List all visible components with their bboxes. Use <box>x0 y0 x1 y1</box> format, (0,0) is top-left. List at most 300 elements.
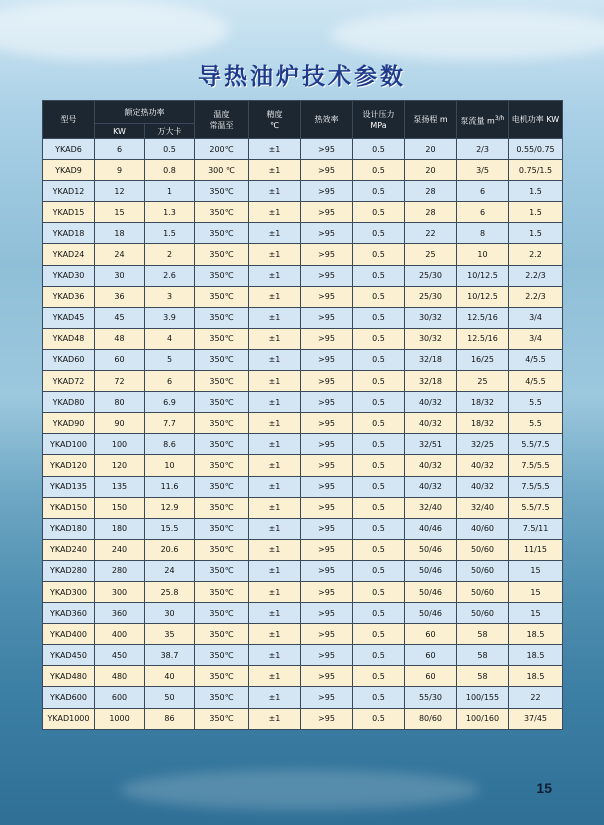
cell-pump-head: 32/18 <box>405 349 457 370</box>
cell-temperature: 300 ℃ <box>195 160 249 181</box>
cell-pump-flow: 8 <box>457 223 509 244</box>
cell-kcal: 0.8 <box>145 160 195 181</box>
cell-model: YKAD360 <box>43 603 95 624</box>
cell-temperature: 350℃ <box>195 666 249 687</box>
cell-temperature: 350℃ <box>195 307 249 328</box>
cell-model: YKAD48 <box>43 328 95 349</box>
cell-motor-power: 7.5/5.5 <box>509 455 563 476</box>
table-row <box>43 392 563 413</box>
cell-pump-head: 25/30 <box>405 286 457 307</box>
cell-pump-head: 20 <box>405 139 457 160</box>
table-row <box>43 328 563 349</box>
spec-table <box>42 100 563 730</box>
cell-pump-flow: 6 <box>457 181 509 202</box>
cell-pump-head: 80/60 <box>405 708 457 729</box>
cell-precision: ±1 <box>249 581 301 602</box>
cell-kw: 18 <box>95 223 145 244</box>
cell-pump-head: 40/32 <box>405 413 457 434</box>
cell-kw: 100 <box>95 434 145 455</box>
cell-motor-power: 3/4 <box>509 328 563 349</box>
cell-pressure: 0.5 <box>353 202 405 223</box>
cell-precision: ±1 <box>249 181 301 202</box>
cell-temperature: 350℃ <box>195 328 249 349</box>
cell-kw: 45 <box>95 307 145 328</box>
cell-efficiency: >95 <box>301 434 353 455</box>
header-pump-head: 泵扬程 m <box>405 101 457 139</box>
cell-efficiency: >95 <box>301 328 353 349</box>
cell-kcal: 8.6 <box>145 434 195 455</box>
cell-motor-power: 18.5 <box>509 645 563 666</box>
cell-model: YKAD120 <box>43 455 95 476</box>
cell-pump-head: 40/46 <box>405 518 457 539</box>
cell-precision: ±1 <box>249 624 301 645</box>
table-row <box>43 624 563 645</box>
cell-kcal: 50 <box>145 687 195 708</box>
cell-kw: 135 <box>95 476 145 497</box>
table-row <box>43 413 563 434</box>
cell-temperature: 350℃ <box>195 581 249 602</box>
cell-efficiency: >95 <box>301 455 353 476</box>
cell-pump-head: 40/32 <box>405 476 457 497</box>
header-pump-flow <box>457 101 509 139</box>
cell-precision: ±1 <box>249 265 301 286</box>
page-title: 导热油炉技术参数 <box>198 63 406 90</box>
cell-efficiency: >95 <box>301 413 353 434</box>
cell-kcal: 1.3 <box>145 202 195 223</box>
cell-pump-flow: 16/25 <box>457 349 509 370</box>
table-row <box>43 244 563 265</box>
cell-pump-head: 50/46 <box>405 581 457 602</box>
cell-pressure: 0.5 <box>353 624 405 645</box>
cell-temperature: 350℃ <box>195 497 249 518</box>
cell-precision: ±1 <box>249 476 301 497</box>
cell-precision: ±1 <box>249 349 301 370</box>
cell-model: YKAD45 <box>43 307 95 328</box>
table-row <box>43 202 563 223</box>
header-temperature-line1: 温度 <box>213 109 230 119</box>
cell-efficiency: >95 <box>301 286 353 307</box>
cell-motor-power: 22 <box>509 687 563 708</box>
cell-kcal: 4 <box>145 328 195 349</box>
cell-precision: ±1 <box>249 603 301 624</box>
cell-model: YKAD1000 <box>43 708 95 729</box>
table-header-row <box>43 101 563 124</box>
cell-temperature: 350℃ <box>195 539 249 560</box>
header-temperature-line2: 常温至 <box>209 120 234 130</box>
cell-kw: 72 <box>95 371 145 392</box>
cell-model: YKAD100 <box>43 434 95 455</box>
cell-pump-flow: 50/60 <box>457 560 509 581</box>
cell-kw: 150 <box>95 497 145 518</box>
cell-pressure: 0.5 <box>353 434 405 455</box>
cell-kw: 180 <box>95 518 145 539</box>
cell-kcal: 25.8 <box>145 581 195 602</box>
cell-pressure: 0.5 <box>353 139 405 160</box>
cell-kcal: 11.6 <box>145 476 195 497</box>
table-row <box>43 497 563 518</box>
cell-pump-flow: 2/3 <box>457 139 509 160</box>
cell-pump-flow: 12.5/16 <box>457 307 509 328</box>
cell-kw: 1000 <box>95 708 145 729</box>
cell-precision: ±1 <box>249 539 301 560</box>
cell-efficiency: >95 <box>301 666 353 687</box>
table-body <box>43 139 563 730</box>
cell-pump-flow: 10/12.5 <box>457 286 509 307</box>
cell-efficiency: >95 <box>301 160 353 181</box>
cell-pump-head: 30/32 <box>405 328 457 349</box>
cell-pressure: 0.5 <box>353 539 405 560</box>
cell-motor-power: 0.55/0.75 <box>509 139 563 160</box>
cell-efficiency: >95 <box>301 687 353 708</box>
cell-precision: ±1 <box>249 139 301 160</box>
cell-kw: 6 <box>95 139 145 160</box>
cell-model: YKAD9 <box>43 160 95 181</box>
cell-precision: ±1 <box>249 413 301 434</box>
cell-motor-power: 5.5 <box>509 392 563 413</box>
cell-temperature: 200℃ <box>195 139 249 160</box>
cell-pressure: 0.5 <box>353 476 405 497</box>
cell-precision: ±1 <box>249 392 301 413</box>
cell-precision: ±1 <box>249 560 301 581</box>
cell-pump-head: 40/32 <box>405 455 457 476</box>
cell-kcal: 15.5 <box>145 518 195 539</box>
cell-model: YKAD15 <box>43 202 95 223</box>
cell-efficiency: >95 <box>301 307 353 328</box>
cell-precision: ±1 <box>249 434 301 455</box>
cell-precision: ±1 <box>249 497 301 518</box>
cell-pump-flow: 3/5 <box>457 160 509 181</box>
cell-motor-power: 1.5 <box>509 202 563 223</box>
cell-pressure: 0.5 <box>353 286 405 307</box>
cell-pressure: 0.5 <box>353 328 405 349</box>
cell-model: YKAD300 <box>43 581 95 602</box>
cell-pump-head: 25/30 <box>405 265 457 286</box>
cell-efficiency: >95 <box>301 371 353 392</box>
cell-pump-head: 50/46 <box>405 603 457 624</box>
cell-temperature: 350℃ <box>195 645 249 666</box>
cell-kcal: 1 <box>145 181 195 202</box>
cell-precision: ±1 <box>249 244 301 265</box>
cell-pressure: 0.5 <box>353 455 405 476</box>
cell-pump-flow: 58 <box>457 666 509 687</box>
cell-kw: 400 <box>95 624 145 645</box>
table-row <box>43 286 563 307</box>
header-precision <box>249 101 301 139</box>
cell-pump-head: 50/46 <box>405 539 457 560</box>
cell-pump-head: 32/40 <box>405 497 457 518</box>
cell-pressure: 0.5 <box>353 307 405 328</box>
cell-kw: 36 <box>95 286 145 307</box>
cell-kw: 120 <box>95 455 145 476</box>
cell-kw: 600 <box>95 687 145 708</box>
cell-pressure: 0.5 <box>353 371 405 392</box>
cell-pump-head: 50/46 <box>405 560 457 581</box>
table-row <box>43 603 563 624</box>
cell-precision: ±1 <box>249 455 301 476</box>
cell-model: YKAD6 <box>43 139 95 160</box>
table-row <box>43 265 563 286</box>
cell-efficiency: >95 <box>301 645 353 666</box>
cell-kcal: 1.5 <box>145 223 195 244</box>
cell-efficiency: >95 <box>301 539 353 560</box>
cell-kw: 280 <box>95 560 145 581</box>
cell-pump-flow: 58 <box>457 624 509 645</box>
cell-pump-flow: 40/32 <box>457 455 509 476</box>
cell-precision: ±1 <box>249 286 301 307</box>
cell-pressure: 0.5 <box>353 265 405 286</box>
cell-pump-flow: 25 <box>457 371 509 392</box>
cell-model: YKAD180 <box>43 518 95 539</box>
cell-pressure: 0.5 <box>353 349 405 370</box>
cell-precision: ±1 <box>249 223 301 244</box>
cell-model: YKAD60 <box>43 349 95 370</box>
cell-pump-head: 22 <box>405 223 457 244</box>
cell-kcal: 24 <box>145 560 195 581</box>
table-row <box>43 160 563 181</box>
cell-temperature: 350℃ <box>195 434 249 455</box>
cell-efficiency: >95 <box>301 624 353 645</box>
cell-pressure: 0.5 <box>353 581 405 602</box>
cell-precision: ±1 <box>249 708 301 729</box>
cell-kw: 480 <box>95 666 145 687</box>
header-pressure-line2: MPa <box>370 120 387 130</box>
cell-pump-flow: 18/32 <box>457 413 509 434</box>
cell-temperature: 350℃ <box>195 413 249 434</box>
cell-kw: 60 <box>95 349 145 370</box>
header-efficiency: 热效率 <box>301 101 353 139</box>
cell-model: YKAD240 <box>43 539 95 560</box>
cell-temperature: 350℃ <box>195 518 249 539</box>
header-temperature <box>195 101 249 139</box>
cell-pump-head: 28 <box>405 202 457 223</box>
cell-model: YKAD90 <box>43 413 95 434</box>
cell-motor-power: 4/5.5 <box>509 349 563 370</box>
cell-temperature: 350℃ <box>195 687 249 708</box>
background-cloud <box>330 10 604 60</box>
table-row <box>43 223 563 244</box>
cell-precision: ±1 <box>249 160 301 181</box>
header-precision-line2: ℃ <box>270 120 279 130</box>
cell-pressure: 0.5 <box>353 413 405 434</box>
cell-pressure: 0.5 <box>353 160 405 181</box>
cell-motor-power: 1.5 <box>509 223 563 244</box>
cell-pump-flow: 32/25 <box>457 434 509 455</box>
cell-pressure: 0.5 <box>353 244 405 265</box>
table-row <box>43 687 563 708</box>
cell-motor-power: 7.5/11 <box>509 518 563 539</box>
cell-pump-head: 20 <box>405 160 457 181</box>
cell-motor-power: 5.5/7.5 <box>509 434 563 455</box>
cell-motor-power: 15 <box>509 560 563 581</box>
cell-kcal: 0.5 <box>145 139 195 160</box>
cell-pressure: 0.5 <box>353 497 405 518</box>
table-row <box>43 434 563 455</box>
table-row <box>43 708 563 729</box>
cell-kw: 360 <box>95 603 145 624</box>
cell-precision: ±1 <box>249 518 301 539</box>
cell-kcal: 35 <box>145 624 195 645</box>
cell-pump-flow: 50/60 <box>457 539 509 560</box>
cell-pressure: 0.5 <box>353 518 405 539</box>
cell-model: YKAD72 <box>43 371 95 392</box>
table-row <box>43 645 563 666</box>
header-model: 型号 <box>43 101 95 139</box>
cell-temperature: 350℃ <box>195 202 249 223</box>
cell-kw: 300 <box>95 581 145 602</box>
cell-temperature: 350℃ <box>195 624 249 645</box>
cell-temperature: 350℃ <box>195 286 249 307</box>
cell-pump-flow: 100/160 <box>457 708 509 729</box>
cell-pressure: 0.5 <box>353 223 405 244</box>
cell-motor-power: 7.5/5.5 <box>509 476 563 497</box>
cell-efficiency: >95 <box>301 202 353 223</box>
table-row <box>43 371 563 392</box>
cell-kw: 24 <box>95 244 145 265</box>
cell-temperature: 350℃ <box>195 371 249 392</box>
cell-pressure: 0.5 <box>353 603 405 624</box>
table-row <box>43 666 563 687</box>
cell-motor-power: 2.2 <box>509 244 563 265</box>
cell-kcal: 86 <box>145 708 195 729</box>
cell-kcal: 7.7 <box>145 413 195 434</box>
cell-pressure: 0.5 <box>353 645 405 666</box>
header-rated-power: 额定热功率 <box>95 101 195 124</box>
table-row <box>43 349 563 370</box>
cell-efficiency: >95 <box>301 560 353 581</box>
cell-pump-flow: 10/12.5 <box>457 265 509 286</box>
cell-model: YKAD36 <box>43 286 95 307</box>
cell-kcal: 40 <box>145 666 195 687</box>
cell-model: YKAD480 <box>43 666 95 687</box>
cell-motor-power: 4/5.5 <box>509 371 563 392</box>
header-pressure <box>353 101 405 139</box>
cell-kw: 80 <box>95 392 145 413</box>
cell-pump-head: 30/32 <box>405 307 457 328</box>
cell-pressure: 0.5 <box>353 392 405 413</box>
cell-kcal: 20.6 <box>145 539 195 560</box>
cell-precision: ±1 <box>249 202 301 223</box>
cell-temperature: 350℃ <box>195 223 249 244</box>
cell-pump-flow: 58 <box>457 645 509 666</box>
cell-motor-power: 15 <box>509 603 563 624</box>
cell-kcal: 38.7 <box>145 645 195 666</box>
table-row <box>43 560 563 581</box>
cell-motor-power: 2.2/3 <box>509 286 563 307</box>
cell-kcal: 10 <box>145 455 195 476</box>
cell-efficiency: >95 <box>301 349 353 370</box>
cell-pump-head: 60 <box>405 645 457 666</box>
cell-motor-power: 3/4 <box>509 307 563 328</box>
cell-model: YKAD12 <box>43 181 95 202</box>
cell-pressure: 0.5 <box>353 560 405 581</box>
cell-temperature: 350℃ <box>195 265 249 286</box>
cell-efficiency: >95 <box>301 139 353 160</box>
cell-motor-power: 18.5 <box>509 666 563 687</box>
cell-kw: 30 <box>95 265 145 286</box>
cell-model: YKAD600 <box>43 687 95 708</box>
cell-temperature: 350℃ <box>195 603 249 624</box>
cell-temperature: 350℃ <box>195 455 249 476</box>
table-row <box>43 518 563 539</box>
background-cloud <box>0 0 230 60</box>
cell-pump-flow: 12.5/16 <box>457 328 509 349</box>
cell-motor-power: 0.75/1.5 <box>509 160 563 181</box>
cell-temperature: 350℃ <box>195 476 249 497</box>
cell-efficiency: >95 <box>301 708 353 729</box>
table-row <box>43 181 563 202</box>
cell-efficiency: >95 <box>301 181 353 202</box>
cell-model: YKAD150 <box>43 497 95 518</box>
header-pump-flow-unit: 3/h <box>494 114 505 122</box>
cell-pump-flow: 6 <box>457 202 509 223</box>
cell-motor-power: 18.5 <box>509 624 563 645</box>
cell-model: YKAD80 <box>43 392 95 413</box>
cell-temperature: 350℃ <box>195 392 249 413</box>
cell-efficiency: >95 <box>301 603 353 624</box>
cell-kcal: 6.9 <box>145 392 195 413</box>
cell-model: YKAD450 <box>43 645 95 666</box>
cell-precision: ±1 <box>249 666 301 687</box>
cell-kw: 240 <box>95 539 145 560</box>
cell-temperature: 350℃ <box>195 244 249 265</box>
cell-pump-head: 60 <box>405 624 457 645</box>
cell-efficiency: >95 <box>301 244 353 265</box>
cell-pump-head: 60 <box>405 666 457 687</box>
cell-temperature: 350℃ <box>195 708 249 729</box>
cell-kcal: 30 <box>145 603 195 624</box>
cell-kw: 15 <box>95 202 145 223</box>
cell-efficiency: >95 <box>301 581 353 602</box>
background-cloud <box>120 770 480 810</box>
cell-efficiency: >95 <box>301 476 353 497</box>
cell-kcal: 2.6 <box>145 265 195 286</box>
cell-model: YKAD24 <box>43 244 95 265</box>
header-precision-line1: 精度 <box>266 109 283 119</box>
cell-kw: 12 <box>95 181 145 202</box>
cell-pump-head: 28 <box>405 181 457 202</box>
cell-kw: 48 <box>95 328 145 349</box>
cell-pump-flow: 100/155 <box>457 687 509 708</box>
cell-kw: 90 <box>95 413 145 434</box>
cell-pump-flow: 18/32 <box>457 392 509 413</box>
cell-precision: ±1 <box>249 371 301 392</box>
cell-kcal: 2 <box>145 244 195 265</box>
cell-model: YKAD18 <box>43 223 95 244</box>
cell-motor-power: 11/15 <box>509 539 563 560</box>
cell-pump-flow: 40/32 <box>457 476 509 497</box>
cell-temperature: 350℃ <box>195 349 249 370</box>
cell-pressure: 0.5 <box>353 666 405 687</box>
cell-kcal: 6 <box>145 371 195 392</box>
header-pump-flow-label: 泵流量 m <box>460 116 495 126</box>
cell-pump-flow: 10 <box>457 244 509 265</box>
header-kw: KW <box>95 124 145 139</box>
cell-precision: ±1 <box>249 687 301 708</box>
cell-pump-head: 32/18 <box>405 371 457 392</box>
cell-temperature: 350℃ <box>195 560 249 581</box>
cell-motor-power: 37/45 <box>509 708 563 729</box>
cell-model: YKAD135 <box>43 476 95 497</box>
cell-pump-flow: 40/60 <box>457 518 509 539</box>
cell-efficiency: >95 <box>301 223 353 244</box>
cell-kcal: 3.9 <box>145 307 195 328</box>
cell-efficiency: >95 <box>301 392 353 413</box>
table-row <box>43 139 563 160</box>
cell-motor-power: 5.5 <box>509 413 563 434</box>
cell-kcal: 3 <box>145 286 195 307</box>
cell-kw: 450 <box>95 645 145 666</box>
table-row <box>43 476 563 497</box>
